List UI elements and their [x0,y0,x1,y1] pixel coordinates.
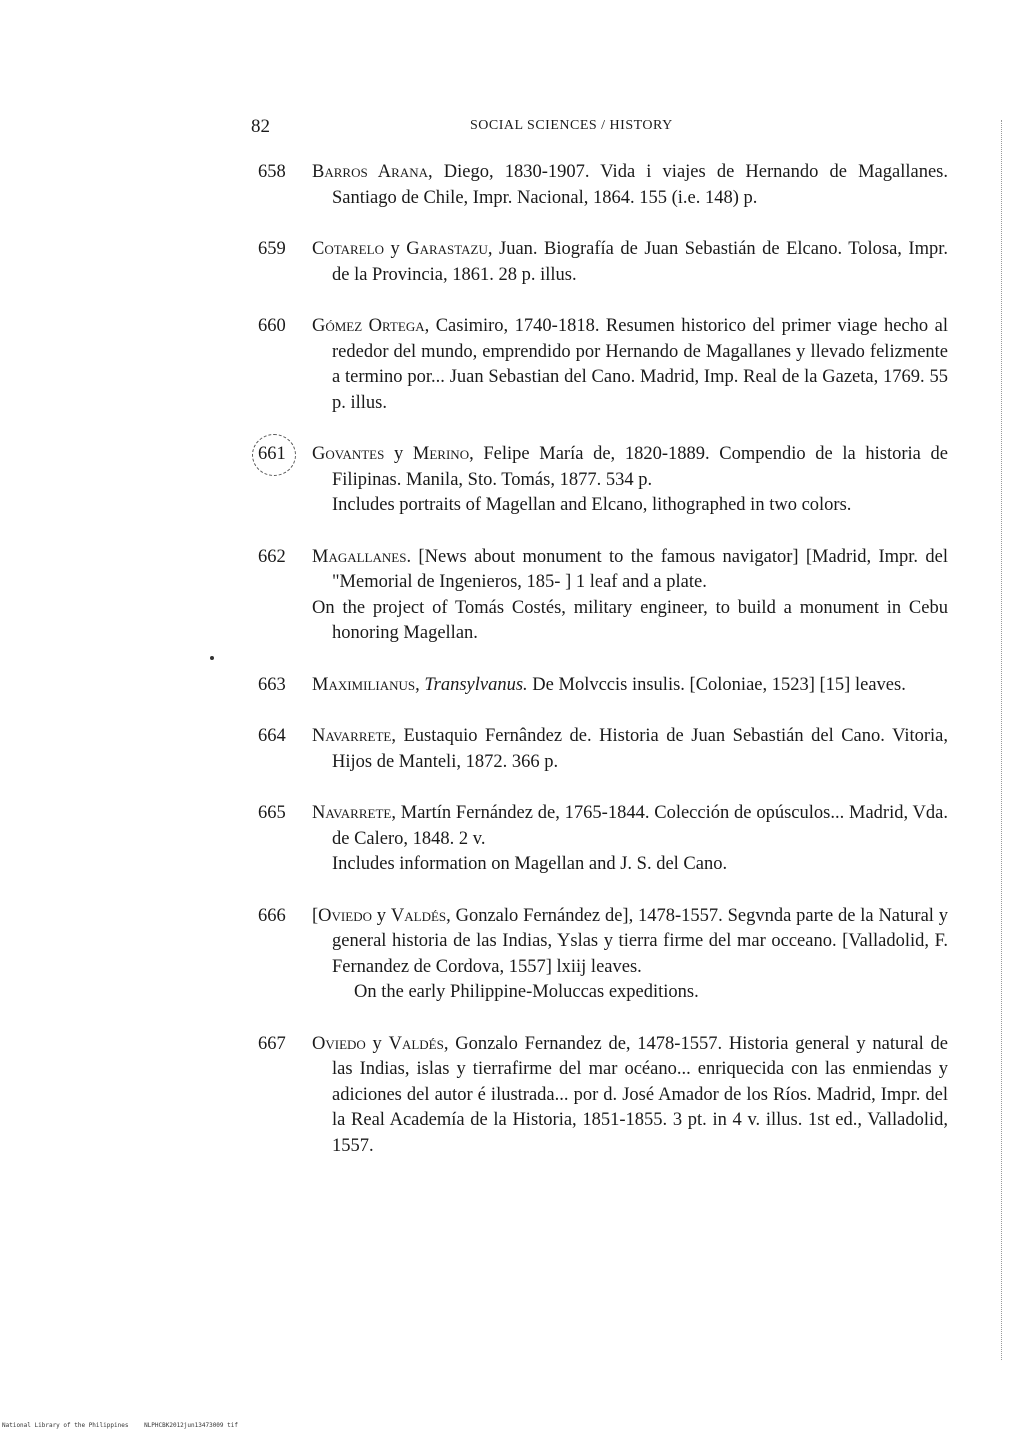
entry-citation [312,904,948,981]
author-join: y [365,1033,389,1054]
entry-citation [312,673,948,699]
author-join: y [384,444,413,464]
entry-body [312,442,948,519]
entry-body [312,724,948,775]
bibliography-entry [258,904,948,1006]
bibliography-entry [258,545,948,647]
entry-body [312,237,948,288]
entry-citation [312,545,948,596]
margin-dot-mark [210,656,214,660]
author-join: y [371,905,391,926]
entry-number: 658 [258,162,286,182]
entry-author: Navarrete, [312,726,396,746]
entry-author: Govantes [312,444,385,464]
entry-author-second: Garastazu, [406,239,493,259]
entry-body [312,1032,948,1160]
entry-note: On the project of Tomás Costés, military engineer, to build a monument in Cebu honoring Magellan. [312,597,948,643]
entry-author-second: Valdés, [388,1033,449,1054]
page-number: 82 [251,116,270,137]
entry-author: Magallanes. [312,546,412,567]
entry-citation [312,160,948,211]
citation-text: Martín Fernández de, 1765-1844. Colección de opúsculos... Madrid, Vda. de Calero, 1848. 2 v. [332,803,948,849]
entry-number: 660 [258,316,286,336]
entry-citation [312,801,948,852]
entry-number: 667 [258,1033,286,1054]
entry-number: 663 [258,674,286,695]
bracket-open: [ [312,905,319,926]
entry-note: Includes portraits of Magellan and Elcano, lithographed in two colors. [332,495,852,515]
citation-text: Eustaquio Fernândez de. Historia de Juan Sebastián del Cano. Vitoria, Hijos de Manteli, 1872. 366 p. [332,726,948,772]
bibliography-entry [258,673,948,699]
scan-edge-line [1001,120,1002,1360]
citation-text: De Molvccis insulis. [Coloniae, 1523] [15] leaves. [527,674,906,695]
entry-citation [312,724,948,775]
entry-author: Cotarelo [312,239,384,259]
citation-text: Casimiro, 1740-1818. Resumen historico del primer viage hecho al rededor del mundo, emprendido por Hernando de Magallanes y llevado felizmente a termino por... Juan Sebastian del Cano. Madrid, Imp. Real de la Gazeta, 1769. 55 p. illus. [332,316,948,413]
entry-author: Navarrete, [312,803,396,823]
entry-author-second: Merino, [412,444,474,464]
entry-body [312,545,948,647]
scan-footer [2,1422,238,1429]
citation-text: Juan. Biografía de Juan Sebastián de Elcano. Tolosa, Impr. de la Provincia, 1861. 28 p. illus. [332,239,948,285]
citation-text: [News about monument to the famous navigator] [Madrid, Impr. del "Memorial de Ingenieros, 185- ] 1 leaf and a plate. [332,546,948,592]
entry-citation [312,314,948,416]
entry-number: 661 [258,442,286,468]
bibliography-entry [258,314,948,416]
citation-text: Felipe María de, 1820-1889. Compendio de la historia de Filipinas. Manila, Sto. Tomás, 1877. 534 p. [332,444,948,490]
entry-body [312,801,948,878]
entry-number: 666 [258,905,286,926]
citation-text: Gonzalo Fernández de], 1478-1557. Segvnda parte de la Natural y general historia de las Indias, Yslas y tierra firme del mar occeano. [Valladolid, F. Fernandez de Cordova, 1557] lxiij leaves. [332,905,948,977]
entry-body [312,314,948,416]
bibliography-entry [258,724,948,775]
entry-author: Oviedo [318,905,372,926]
entry-author: Maximilianus, [312,674,420,695]
bibliography-entry [258,237,948,288]
entry-body [312,160,948,211]
entry-number: 659 [258,239,286,259]
citation-text: Diego, 1830-1907. Vida i viajes de Hernando de Magallanes. Santiago de Chile, Impr. Nacional, 1864. 155 (i.e. 148) p. [332,162,948,208]
entry-author: Oviedo [312,1033,366,1054]
entry-author-italic: Transylvanus. [419,674,528,695]
entry-author: Gómez Ortega, [312,316,430,336]
entry-body [312,904,948,1006]
bibliography-entry [258,1032,948,1160]
footer-library: National Library of the Philippines [2,1422,129,1429]
entry-note: Includes information on Magellan and J. S. del Cano. [332,854,728,874]
entry-number: 664 [258,726,286,746]
bibliography-entry [258,801,948,878]
entry-citation [312,237,948,288]
entry-note: On the early Philippine-Moluccas expeditions. [354,982,699,1002]
entry-number-circled [258,442,312,519]
bibliography-entry [258,442,948,519]
entry-citation [312,1032,948,1160]
bibliography-entry [258,160,948,211]
running-head: SOCIAL SCIENCES / HISTORY [470,118,673,133]
entry-body [312,673,948,699]
entry-number: 665 [258,803,286,823]
entry-citation [312,442,948,493]
bibliography-entries [258,160,948,1185]
entry-author: Barros Arana, [312,162,433,182]
entry-number: 662 [258,546,286,567]
author-join: y [383,239,407,259]
citation-text: Gonzalo Fernandez de, 1478-1557. Historia general y natural de las Indias, islas y tierrafirme del mar océano... enriquecida con las enmiendas y adiciones del autor é ilustrada... por d. José Amador de los Ríos. Madrid, Impr. del la Real Academía de la Historia, 1851-1855. 3 pt. in 4 v. illus. 1st ed., Valladolid, 1557. [332,1033,949,1156]
footer-file-id: NLPHCBK2012jun13473009 tif [144,1422,238,1429]
entry-author-second: Valdés, [390,905,451,926]
